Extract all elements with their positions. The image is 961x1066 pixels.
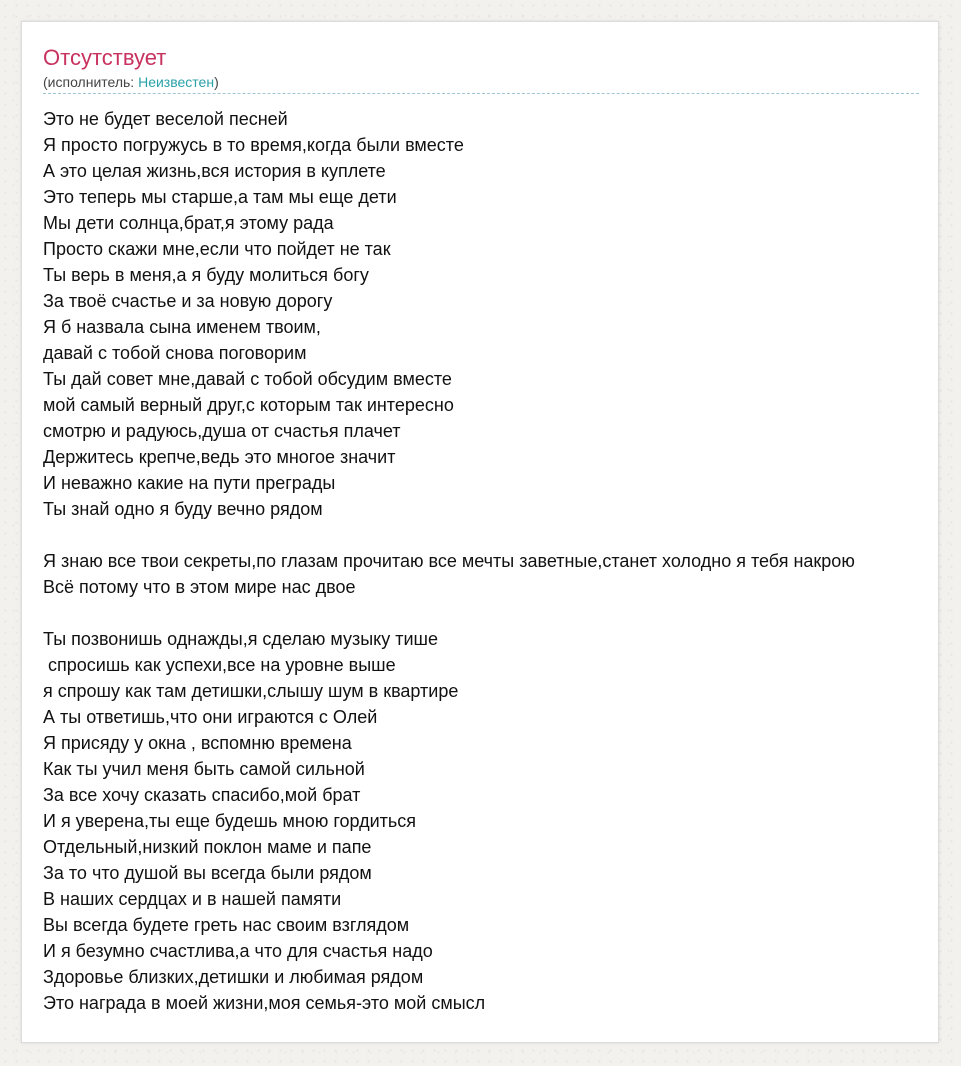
lyric-line: Это награда в моей жизни,моя семья-это мой смысл (43, 993, 486, 1013)
lyric-line: Просто скажи мне,если что пойдет не так (43, 239, 391, 259)
lyric-line: А ты ответишь,что они играются с Олей (43, 707, 378, 727)
lyric-line (43, 522, 961, 548)
title-divider (43, 93, 919, 94)
lyric-line: Как ты учил меня быть самой сильной (43, 759, 365, 779)
lyric-line: А это целая жизнь,вся история в куплете (43, 161, 386, 181)
lyric-line: Мы дети солнца,брат,я этому рада (43, 213, 334, 233)
lyric-line: спросишь как успехи,все на уровне выше (43, 655, 396, 675)
artist-suffix: ) (214, 74, 219, 90)
artist-prefix: (исполнитель: (43, 74, 139, 90)
lyrics-card (21, 21, 939, 1043)
lyric-line: Это теперь мы старше,а там мы еще дети (43, 187, 397, 207)
lyric-line: Я знаю все твои секреты,по глазам прочитаю все мечты заветные,станет холодно я тебя накрою (43, 551, 855, 571)
lyrics-text (43, 106, 961, 1016)
lyric-line (43, 600, 961, 626)
lyric-line: давай с тобой снова поговорим (43, 343, 307, 363)
lyric-line: смотрю и радуюсь,душа от счастья плачет (43, 421, 401, 441)
lyric-line: Ты знай одно я буду вечно рядом (43, 499, 323, 519)
lyric-line: И я безумно счастлива,а что для счастья надо (43, 941, 433, 961)
lyric-line: Ты верь в меня,а я буду молиться богу (43, 265, 369, 285)
lyric-line: Вы всегда будете греть нас своим взглядом (43, 915, 410, 935)
lyric-line: Здоровье близких,детишки и любимая рядом (43, 967, 424, 987)
lyric-line: В наших сердцах и в нашей памяти (43, 889, 342, 909)
artist-link[interactable]: Неизвестен (138, 74, 215, 90)
lyric-line: Это не будет веселой песней (43, 109, 288, 129)
lyric-line: Я просто погружусь в то время,когда были вместе (43, 135, 464, 155)
lyric-line: я спрошу как там детишки,слышу шум в квартире (43, 681, 459, 701)
artist-line (43, 73, 219, 91)
lyric-line: Я б назвала сына именем твоим, (43, 317, 321, 337)
lyric-line: Ты позвонишь однажды,я сделаю музыку тише (43, 629, 438, 649)
lyric-line: Я присяду у окна , вспомню времена (43, 733, 352, 753)
lyric-line: Всё потому что в этом мире нас двое (43, 577, 356, 597)
lyric-line: За то что душой вы всегда были рядом (43, 863, 372, 883)
lyric-line: Ты дай совет мне,давай с тобой обсудим вместе (43, 369, 452, 389)
song-title: Отсутствует (43, 45, 167, 70)
lyric-line: мой самый верный друг,с которым так интересно (43, 395, 454, 415)
lyric-line: За все хочу сказать спасибо,мой брат (43, 785, 361, 805)
lyric-line: Держитесь крепче,ведь это многое значит (43, 447, 396, 467)
lyric-line: За твоё счастье и за новую дорогу (43, 291, 333, 311)
lyric-line: И неважно какие на пути преграды (43, 473, 336, 493)
lyric-line: Отдельный,низкий поклон маме и папе (43, 837, 372, 857)
lyric-line: И я уверена,ты еще будешь мною гордиться (43, 811, 417, 831)
